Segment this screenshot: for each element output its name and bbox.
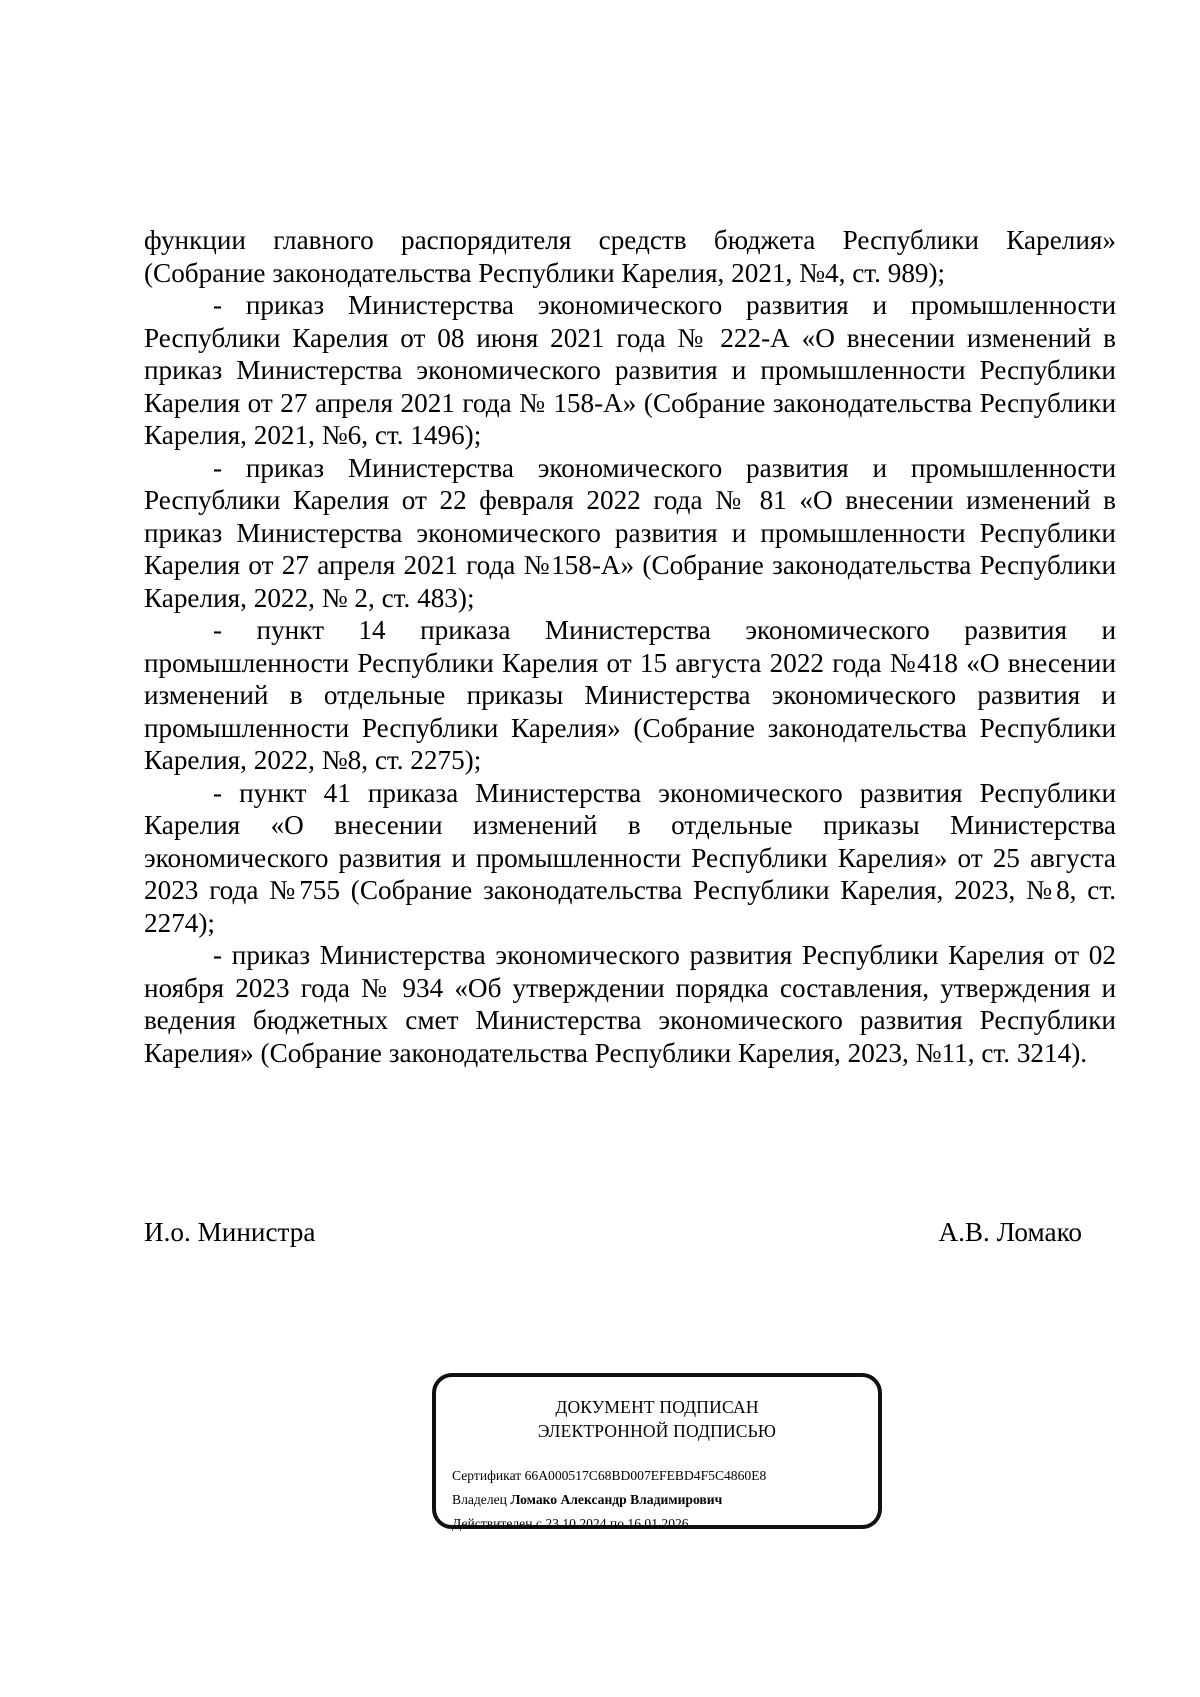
valid-to: 16.01.2026 — [627, 1516, 689, 1531]
valid-label: Действителен — [452, 1516, 533, 1531]
stamp-owner — [452, 1491, 722, 1509]
owner-value: Ломако Александр Владимирович — [510, 1492, 723, 1507]
owner-label: Владелец — [452, 1492, 507, 1507]
paragraph-item: - пункт 41 приказа Министерства экономического развития Республики Карелия «О внесении изменений в отдельные приказы Министерства экономического развития и промышленности Республики Карелия» от 25 августа 2023 года №755 (Собрание законодательства Республики Карелия, 2023, №8, ст. 2274); — [144, 777, 1116, 938]
signature-block — [144, 1216, 1082, 1248]
valid-to-label: по — [609, 1516, 624, 1531]
stamp-title-line2: ЭЛЕКТРОННОЙ ПОДПИСЬЮ — [537, 1421, 777, 1441]
stamp-certificate — [452, 1467, 766, 1485]
certificate-label: Сертификат — [452, 1468, 522, 1483]
document-body — [144, 224, 1116, 1069]
valid-from-label: с — [535, 1516, 542, 1531]
signatory-position: И.о. Министра — [144, 1217, 316, 1247]
stamp-title — [436, 1395, 878, 1443]
stamp-title-line1: ДОКУМЕНТ ПОДПИСАН — [555, 1397, 759, 1417]
paragraph-item: - приказ Министерства экономического развития Республики Карелия от 02 ноября 2023 года № 934 «Об утверждении порядка составления, утверждения и ведения бюджетных смет Министерства экономического развития Республики Карелия» (Собрание законодательства Республики Карелия, 2023, №11, ст. 3214). — [144, 940, 1116, 1068]
paragraph-item: - приказ Министерства экономического развития и промышленности Республики Карелия от 08 июня 2021 года № 222-А «О внесении изменений в приказ Министерства экономического развития и промышленности Республики Карелия от 27 апреля 2021 года № 158-А» (Собрание законодательства Республики Карелия, 2021, №6, ст. 1496); — [144, 290, 1116, 450]
valid-from: 23.10.2024 — [545, 1516, 607, 1531]
certificate-value: 66A000517C68BD007EFEBD4F5C4860E8 — [524, 1468, 767, 1483]
stamp-validity — [452, 1515, 689, 1533]
signatory-name: А.В. Ломако — [938, 1217, 1082, 1247]
paragraph-item: - приказ Министерства экономического развития и промышленности Республики Карелия от 22 февраля 2022 года № 81 «О внесении изменений в приказ Министерства экономического развития и промышленности Республики Карелия от 27 апреля 2021 года №158-А» (Собрание законодательства Республики Карелия, 2022, № 2, ст. 483); — [144, 452, 1116, 613]
paragraph-continuation: функции главного распорядителя средств бюджета Республики Карелия» (Собрание законодательства Республики Карелия, 2021, №4, ст. 989); — [144, 225, 1116, 288]
electronic-signature-stamp — [432, 1373, 882, 1529]
paragraph-item: - пункт 14 приказа Министерства экономического развития и промышленности Республики Карелия от 15 августа 2022 года №418 «О внесении изменений в отдельные приказы Министерства экономического развития и промышленности Республики Карелия» (Собрание законодательства Республики Карелия, 2022, №8, ст. 2275); — [144, 615, 1116, 775]
